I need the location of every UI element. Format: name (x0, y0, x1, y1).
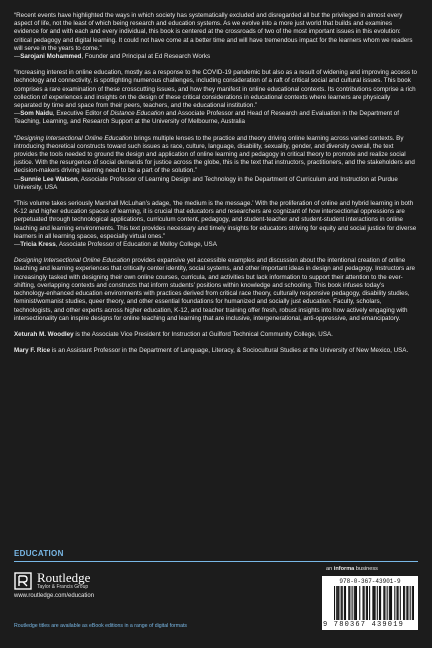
endorser-name: Som Naidu (20, 110, 53, 118)
publisher-group: Taylor & Francis Group (37, 584, 89, 590)
barcode-bar (334, 586, 335, 620)
journal-title: Distance Education (110, 110, 165, 118)
author-bio (14, 347, 418, 355)
publisher-logo (14, 571, 90, 590)
informa-pre: an (326, 566, 334, 572)
endorsement-attribution: —Som Naidu, Executive Editor of Distance Education and Associate Professor and Head of Research and Evaluation in the Department of Teaching, Learning, and Research Support at the University of Melbourne, Australia (14, 110, 399, 126)
endorsement (14, 135, 418, 192)
quote-open: “ (14, 134, 17, 142)
endorser-role: , Executive Editor of (52, 110, 111, 118)
endorsement-attribution: —Sarojani Mohammed, Founder and Principal at Ed Research Works (14, 53, 211, 61)
endorsement-quote: “This volume takes seriously Marshall McLuhan’s adage, ‘the medium is the message.’ With the proliferation of online and hybrid learning in both K-12 and higher education spaces of learning, it is crucial that educators and researchers are cognizant of how intersectional oppressions are perpetuated through technological applications, curriculum content, pedagogy, and student-teacher and student-student interactions in online teaching and learning environments. This text provides necessary and timely insights for educators striving for equity and social justice for diverse learners in all learning spaces, especially virtual ones.” (14, 200, 417, 240)
endorser-name: Sunnie Lee Watson (20, 175, 78, 183)
barcode-bar (387, 586, 388, 620)
publisher-name-block (37, 571, 90, 590)
barcode-bar (373, 586, 374, 620)
divider (14, 561, 418, 562)
barcode-bar (413, 586, 414, 620)
barcode-bar (356, 586, 357, 620)
barcode-bar (390, 586, 391, 620)
endorsement (14, 69, 418, 126)
endorser-role: , Associate Professor of Learning Design and Technology in the Department of Curriculum and Instruction at Purdue University, USA (14, 175, 398, 191)
author-bio-text: is an Assistant Professor in the Department of Language, Literacy, & Sociocultural Studies at the University of New Mexico, USA. (50, 347, 409, 355)
author-bio (14, 331, 418, 339)
book-title: Designing Intersectional Online Education (14, 257, 131, 265)
author-bio-text: is the Associate Vice President for Instruction at Guilford Technical Community College, USA. (73, 330, 333, 338)
barcode-bar (410, 586, 411, 620)
barcode-bar (391, 586, 392, 620)
barcode-bar (362, 586, 363, 620)
ebook-note: Routledge titles are available as eBook editions in a range of digital formats (14, 623, 188, 629)
endorser-name: Tricia Kress (20, 241, 56, 249)
informa-business (326, 566, 378, 572)
barcode-bar (341, 586, 342, 620)
endorsement-quote: “Increasing interest in online education, mostly as a response to the COVID-19 pandemic but also as a result of widening and improving access to technology and connectivity, is spotlighting numerous challenges, including consideration of a raft of critical social and cultural issues. This book comprises a rare examination of these crosscutting issues, and how they manifest in online educational contexts. Its contributions comprise a rich collection of experiences and insights on the design of these critical considerations in educational contexts where learners are physically separated by time and space from their peers, teachers, and the educational institution.” (14, 69, 417, 110)
barcode-bar (375, 586, 376, 620)
endorsement-attribution: —Tricia Kress, Associate Professor of Education at Molloy College, USA (14, 241, 217, 249)
endorser-name: Sarojani Mohammed (20, 53, 82, 61)
endorsement-attribution: —Sunnie Lee Watson, Associate Professor of Learning Design and Technology in the Department of Curriculum and Instruction at Purdue University, USA (14, 175, 398, 191)
author-name: Mary F. Rice (14, 347, 51, 355)
book-description (14, 257, 418, 323)
barcode-bar (369, 586, 370, 620)
barcode-bar (364, 586, 365, 620)
barcode-bar (349, 586, 350, 620)
barcode-bar (383, 586, 384, 620)
barcode-bar (400, 586, 401, 620)
endorsement (14, 12, 418, 61)
barcode-icon (334, 586, 414, 620)
back-cover-text (14, 12, 418, 363)
isbn-barcode (322, 576, 418, 630)
isbn-number: 978-0-367-43901-9 (339, 578, 401, 585)
author-name: Xeturah M. Woodley (14, 330, 74, 338)
endorsement-quote: brings multiple lenses to the practice and theory driving online learning across varied contexts. By introducing theoretical constructs toward such issues as race, culture, language, disability, sexuality, gender, and diversity overall, the text provides the tools needed to ground the design and application of online learning and pedagogy in critical theory to promote and realize social justice. With the resurgence of social demands for justice across the globe, this is the text that instructors, practitioners, and the stakeholders and decision-makers driving learning need to be a part of the solution.” (14, 134, 415, 175)
barcode-bar (379, 586, 380, 620)
barcode-bar (398, 586, 399, 620)
endorsement (14, 200, 418, 249)
barcode-bar (367, 586, 368, 620)
book-title: Designing Intersectional Online Education (16, 134, 133, 142)
barcode-bar (352, 586, 353, 620)
publisher-name: Routledge (37, 570, 91, 585)
barcode-bar (342, 586, 343, 620)
publisher-website: www.routledge.com/education (14, 593, 95, 599)
barcode-bar (396, 586, 397, 620)
barcode-bar (384, 586, 385, 620)
barcode-bar (337, 586, 338, 620)
barcode-bar (355, 586, 356, 620)
barcode-bar (366, 586, 367, 620)
barcode-bar (407, 586, 408, 620)
subject-category: EDUCATION (14, 549, 64, 558)
barcode-bar (359, 586, 360, 620)
barcode-bar (345, 586, 346, 620)
routledge-logo-icon (14, 572, 32, 590)
description-text: provides expansive yet accessible examples and discussion about the intentional creation of online teaching and learning experiences that critically center identity, social systems, and other important ideas in design and pedagogy. Instructors are increasingly tasked with designing their own online courses, curricula, and activities but lack information to support their attention to the ever-shifting, overlapping contexts and constructs that inform students’ positions within knowledge and schooling. This book infuses today’s technology-enhanced education environments with practices derived from critical race theory, culturally responsive pedagogy, disability studies, feminist/womanist studies, queer theory, and other essential foundations for humanized and socially just education. Faculty, scholars, technologists, and other experts across higher education, K-12, and teacher training offer fresh, robust insights into how actively engaging with intersectionality can inspire designs for online teaching and learning that are inclusive, intergenerational, anti-oppressive, and emancipatory. (14, 257, 416, 322)
barcode-bar (348, 586, 349, 620)
barcode-bar (403, 586, 404, 620)
endorsement-quote: “Recent events have highlighted the ways in which society has systematically excluded and disregarded all but the privileged in almost every aspect of life, not the least of which being research and education systems. As we evolve into a more just world that builds and examines evidence for and with each and every individual, this book is centered at the crossroads of two of the most important issues in this evolution: critical pedagogy and digital learning. It could not have come at a better time and will have tremendous impact for the learners whom we readers will serve in the years to come.” (14, 12, 413, 52)
barcode-bar (406, 586, 407, 620)
barcode-bar (412, 586, 413, 620)
barcode-bar (380, 586, 381, 620)
endorser-role: , Founder and Principal at Ed Research Works (81, 53, 211, 61)
informa-post: business (354, 566, 378, 572)
barcode-bar (354, 586, 355, 620)
barcode-bar (404, 586, 405, 620)
barcode-bar (372, 586, 373, 620)
informa-brand: informa (333, 566, 355, 572)
endorser-role: , Associate Professor of Education at Molloy College, USA (55, 241, 217, 249)
barcode-bar (394, 586, 395, 620)
endorser-role: and Associate Professor and Head of Research and Evaluation in the Department of Teaching, Learning, and Research Support at the University of Melbourne, Australia (14, 110, 399, 126)
barcode-bar (344, 586, 345, 620)
barcode-bar (389, 586, 390, 620)
barcode-bar (336, 586, 337, 620)
barcode-bar (338, 586, 339, 620)
barcode-bar (377, 586, 378, 620)
ean-number: 9 780367 439019 (323, 621, 405, 629)
